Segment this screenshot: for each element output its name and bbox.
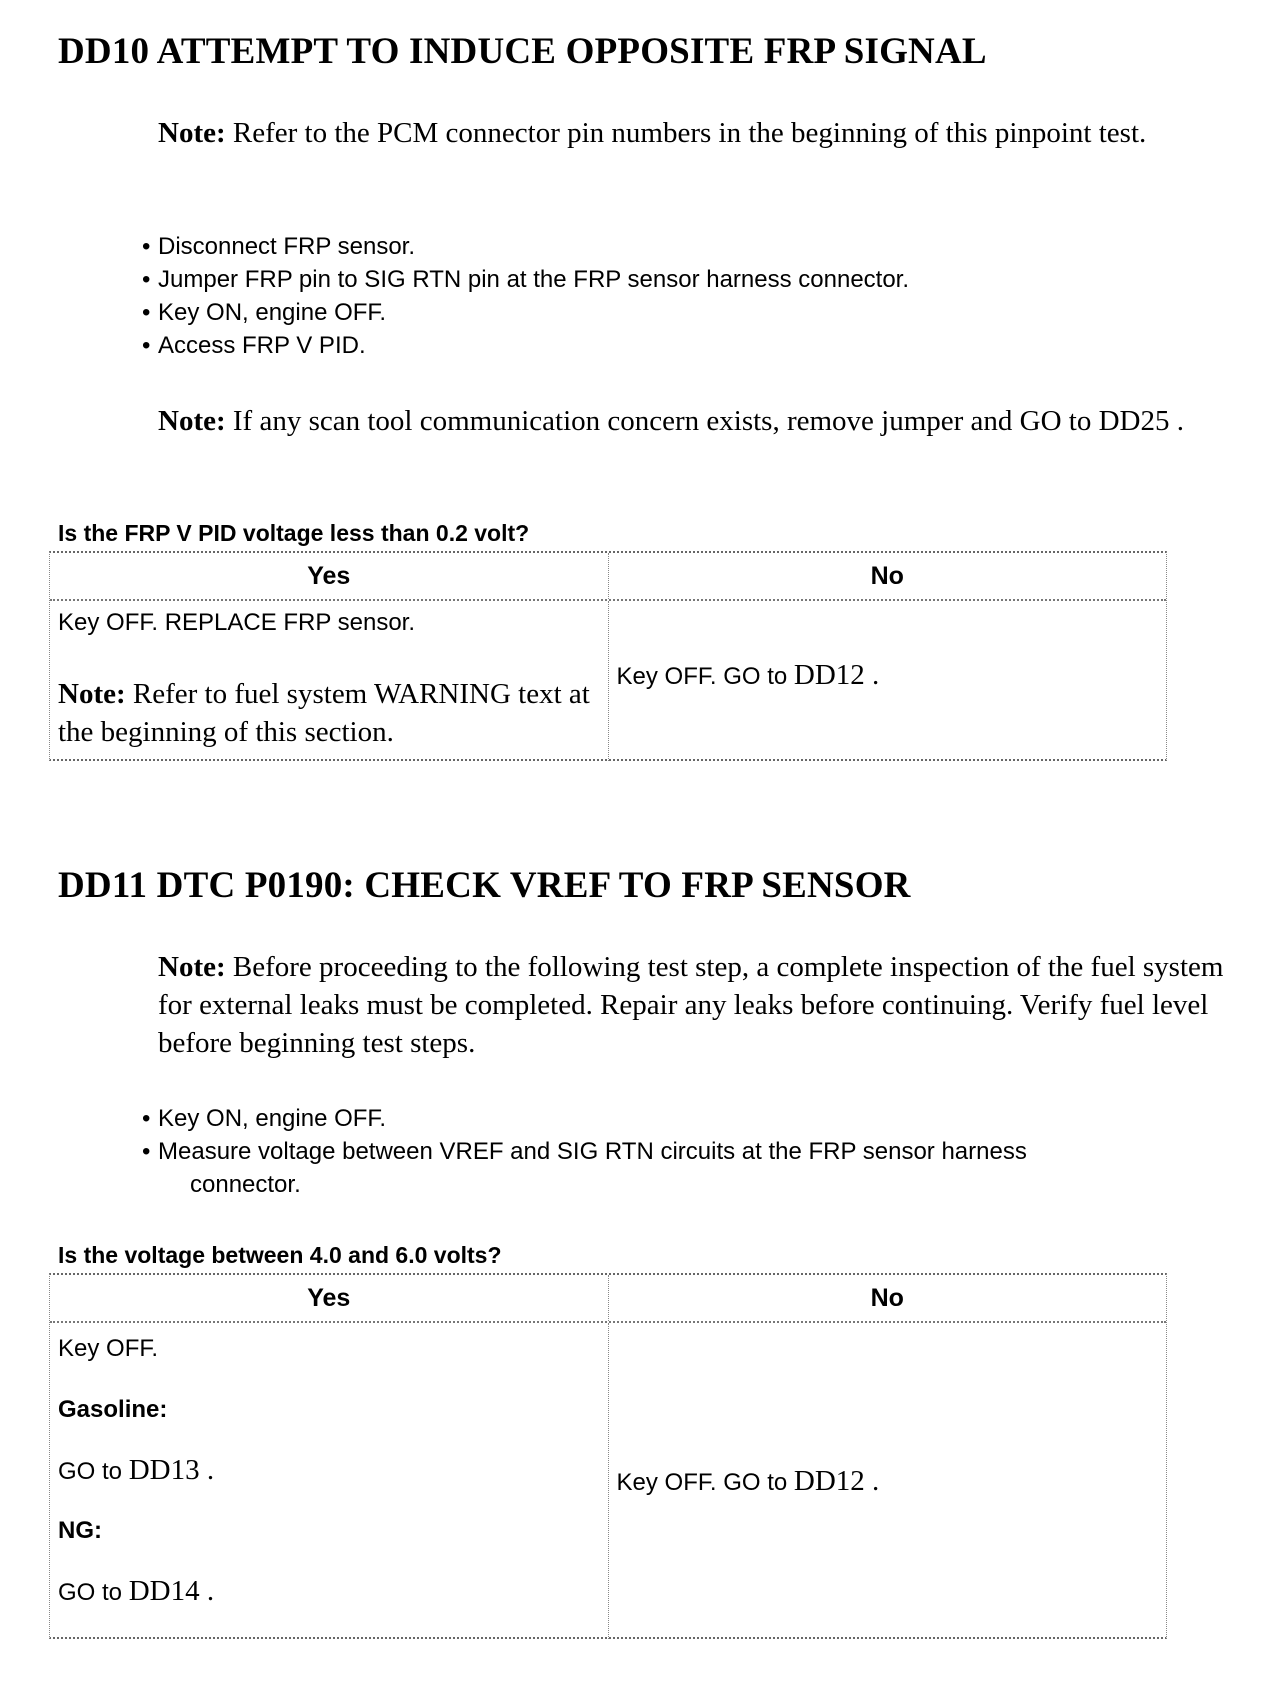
note-label: Note: <box>158 117 226 149</box>
yes-ng-label: NG: <box>58 1517 102 1544</box>
column-yes-header: Yes <box>50 1275 609 1321</box>
list-item <box>140 1135 1027 1201</box>
bullet-icon: • <box>142 266 151 293</box>
go-to-text: GO to <box>58 1458 129 1485</box>
dd10-note-scan-tool <box>158 402 1238 440</box>
list-item-text-continued: connector. <box>190 1171 301 1198</box>
list-item-text: Key ON, engine OFF. <box>158 1105 387 1132</box>
list-item-text: Jumper FRP pin to SIG RTN pin at the FRP sensor harness connector. <box>158 266 910 293</box>
note-text: If any scan tool communication concern exists, remove jumper and GO to DD25 . <box>225 405 1184 437</box>
no-cell <box>609 601 1167 761</box>
note-label: Note: <box>158 405 226 437</box>
note-text: Before proceeding to the following test step, a complete inspection of the fuel system for external leaks must be completed. Repair any leaks before continuing. Verify fuel level before beginning test steps. <box>158 951 1224 1059</box>
list-item-text: Access FRP V PID. <box>158 332 366 359</box>
bullet-icon: • <box>142 1105 151 1132</box>
dd10-title: DD10 ATTEMPT TO INDUCE OPPOSITE FRP SIGNAL <box>58 31 987 72</box>
dd10-note-pcm <box>158 114 1238 152</box>
yes-gasoline-label: Gasoline: <box>58 1396 168 1423</box>
table-row <box>50 601 1166 761</box>
list-item-text: Disconnect FRP sensor. <box>158 233 416 260</box>
note-text: Refer to the PCM connector pin numbers in the beginning of this pinpoint test. <box>225 117 1147 149</box>
dd10-answer-table <box>49 551 1167 761</box>
step-ref-link[interactable]: DD12 <box>793 1464 865 1497</box>
no-action-suffix: . <box>864 658 880 691</box>
note-text: Refer to fuel system WARNING text at the beginning of this section. <box>58 678 590 748</box>
column-no-header: No <box>870 562 904 590</box>
list-item <box>140 296 909 329</box>
no-action <box>617 1465 880 1498</box>
dd10-question: Is the FRP V PID voltage less than 0.2 volt? <box>58 520 530 546</box>
no-cell <box>609 1323 1167 1639</box>
suffix: . <box>199 1575 215 1607</box>
dd11-steps-list <box>140 1102 1027 1201</box>
column-yes-header: Yes <box>50 553 609 599</box>
suffix: . <box>199 1454 215 1486</box>
dd11-question: Is the voltage between 4.0 and 6.0 volts? <box>58 1242 502 1268</box>
list-item-text: Measure voltage between VREF and SIG RTN circuits at the FRP sensor harness <box>158 1138 1027 1165</box>
step-ref-link[interactable]: DD13 <box>128 1454 200 1486</box>
yes-cell <box>50 601 609 761</box>
list-item-text: Key ON, engine OFF. <box>158 299 387 326</box>
table-header <box>50 553 1166 601</box>
note-label: Note: <box>58 678 126 710</box>
list-item <box>140 329 909 362</box>
list-item <box>140 1102 1027 1135</box>
no-action-text: Key OFF. GO to <box>616 1468 794 1496</box>
yes-cell <box>50 1323 609 1639</box>
dd10-steps-list <box>140 230 909 362</box>
no-action-text: Key OFF. GO to <box>616 662 794 690</box>
no-action-suffix: . <box>864 1464 880 1497</box>
yes-gasoline-action <box>58 1454 600 1487</box>
dd11-answer-table <box>49 1273 1167 1639</box>
no-action <box>617 659 880 692</box>
bullet-icon: • <box>142 233 151 260</box>
table-row <box>50 1323 1166 1639</box>
step-ref-link[interactable]: DD14 <box>128 1575 200 1607</box>
column-no-header: No <box>870 1284 904 1312</box>
go-to-text: GO to <box>58 1579 129 1606</box>
list-item <box>140 263 909 296</box>
bullet-icon: • <box>142 1138 151 1165</box>
table-header <box>50 1275 1166 1323</box>
dd11-note-leaks <box>158 948 1238 1062</box>
note-label: Note: <box>158 951 226 983</box>
yes-key-off: Key OFF. <box>58 1335 159 1362</box>
list-item <box>140 230 909 263</box>
bullet-icon: • <box>142 332 151 359</box>
dd11-title: DD11 DTC P0190: CHECK VREF TO FRP SENSOR <box>58 865 911 906</box>
yes-ng-action <box>58 1575 600 1608</box>
yes-action: Key OFF. REPLACE FRP sensor. <box>58 609 416 636</box>
yes-note <box>58 675 598 751</box>
bullet-icon: • <box>142 299 151 326</box>
step-ref-link[interactable]: DD12 <box>793 658 865 691</box>
